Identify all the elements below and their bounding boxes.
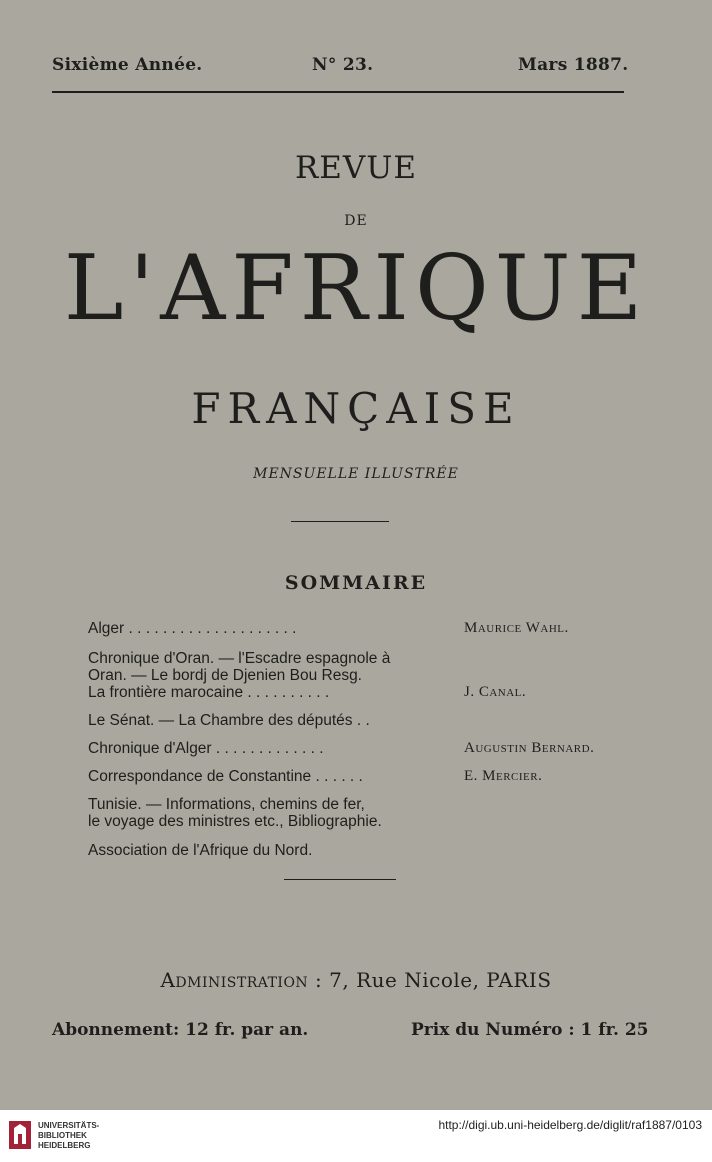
title-revue: REVUE — [294, 150, 418, 186]
toc-entry-title: Correspondance de Constantine . . . . . . — [88, 768, 363, 785]
administration-address: : 7, Rue Nicole, PARIS — [315, 968, 552, 992]
toc-entry-author: E. Mercier. — [464, 768, 543, 784]
title-de: DE — [344, 213, 368, 229]
divider-bottom — [284, 879, 396, 880]
title-francaise: FRANÇAISE — [191, 384, 521, 433]
toc-entry-title: Association de l'Afrique du Nord. — [88, 842, 313, 859]
header-number: N° 23. — [312, 55, 374, 75]
toc-entry-title: Chronique d'Oran. — l'Escadre espagnole à Oran. — Le bordj de Djenien Bou Resg. La frontière marocaine . . . . . . . . . . — [88, 650, 391, 701]
toc-entry-author: Maurice Wahl. — [464, 620, 569, 636]
toc-entry-title: Alger . . . . . . . . . . . . . . . . . . . . — [88, 620, 297, 637]
toc-entry-title: Le Sénat. — La Chambre des députés . . — [88, 712, 370, 729]
subtitle: MENSUELLE ILLUSTRÉE — [253, 466, 459, 482]
header-year: Sixième Année. — [52, 55, 203, 75]
header-date: Mars 1887. — [518, 55, 629, 75]
library-footer-bar — [0, 1110, 712, 1162]
toc-entry-author: J. Canal. — [464, 684, 527, 700]
library-logo-icon — [8, 1120, 32, 1150]
library-name: UNIVERSITÄTS- BIBLIOTHEK HEIDELBERG — [38, 1121, 100, 1150]
title-afrique: L'AFRIQUE — [63, 236, 649, 341]
toc-entry-title: Tunisie. — Informations, chemins de fer, le voyage des ministres etc., Bibliographie. — [88, 796, 382, 830]
source-url[interactable]: http://digi.ub.uni-heidelberg.de/diglit/raf1887/0103 — [438, 1118, 702, 1132]
header-rule — [52, 91, 624, 93]
administration-label: Administration — [160, 968, 309, 992]
administration-line — [0, 968, 712, 992]
sommaire-heading: SOMMAIRE — [284, 572, 428, 594]
toc-entry-author: Augustin Bernard. — [464, 740, 595, 756]
divider-top — [291, 521, 389, 522]
toc-entry-title: Chronique d'Alger . . . . . . . . . . . . . — [88, 740, 324, 757]
table-of-contents — [88, 620, 628, 870]
subscription-price: Abonnement: 12 fr. par an. — [52, 1020, 309, 1040]
issue-price: Prix du Numéro : 1 fr. 25 — [411, 1020, 649, 1040]
